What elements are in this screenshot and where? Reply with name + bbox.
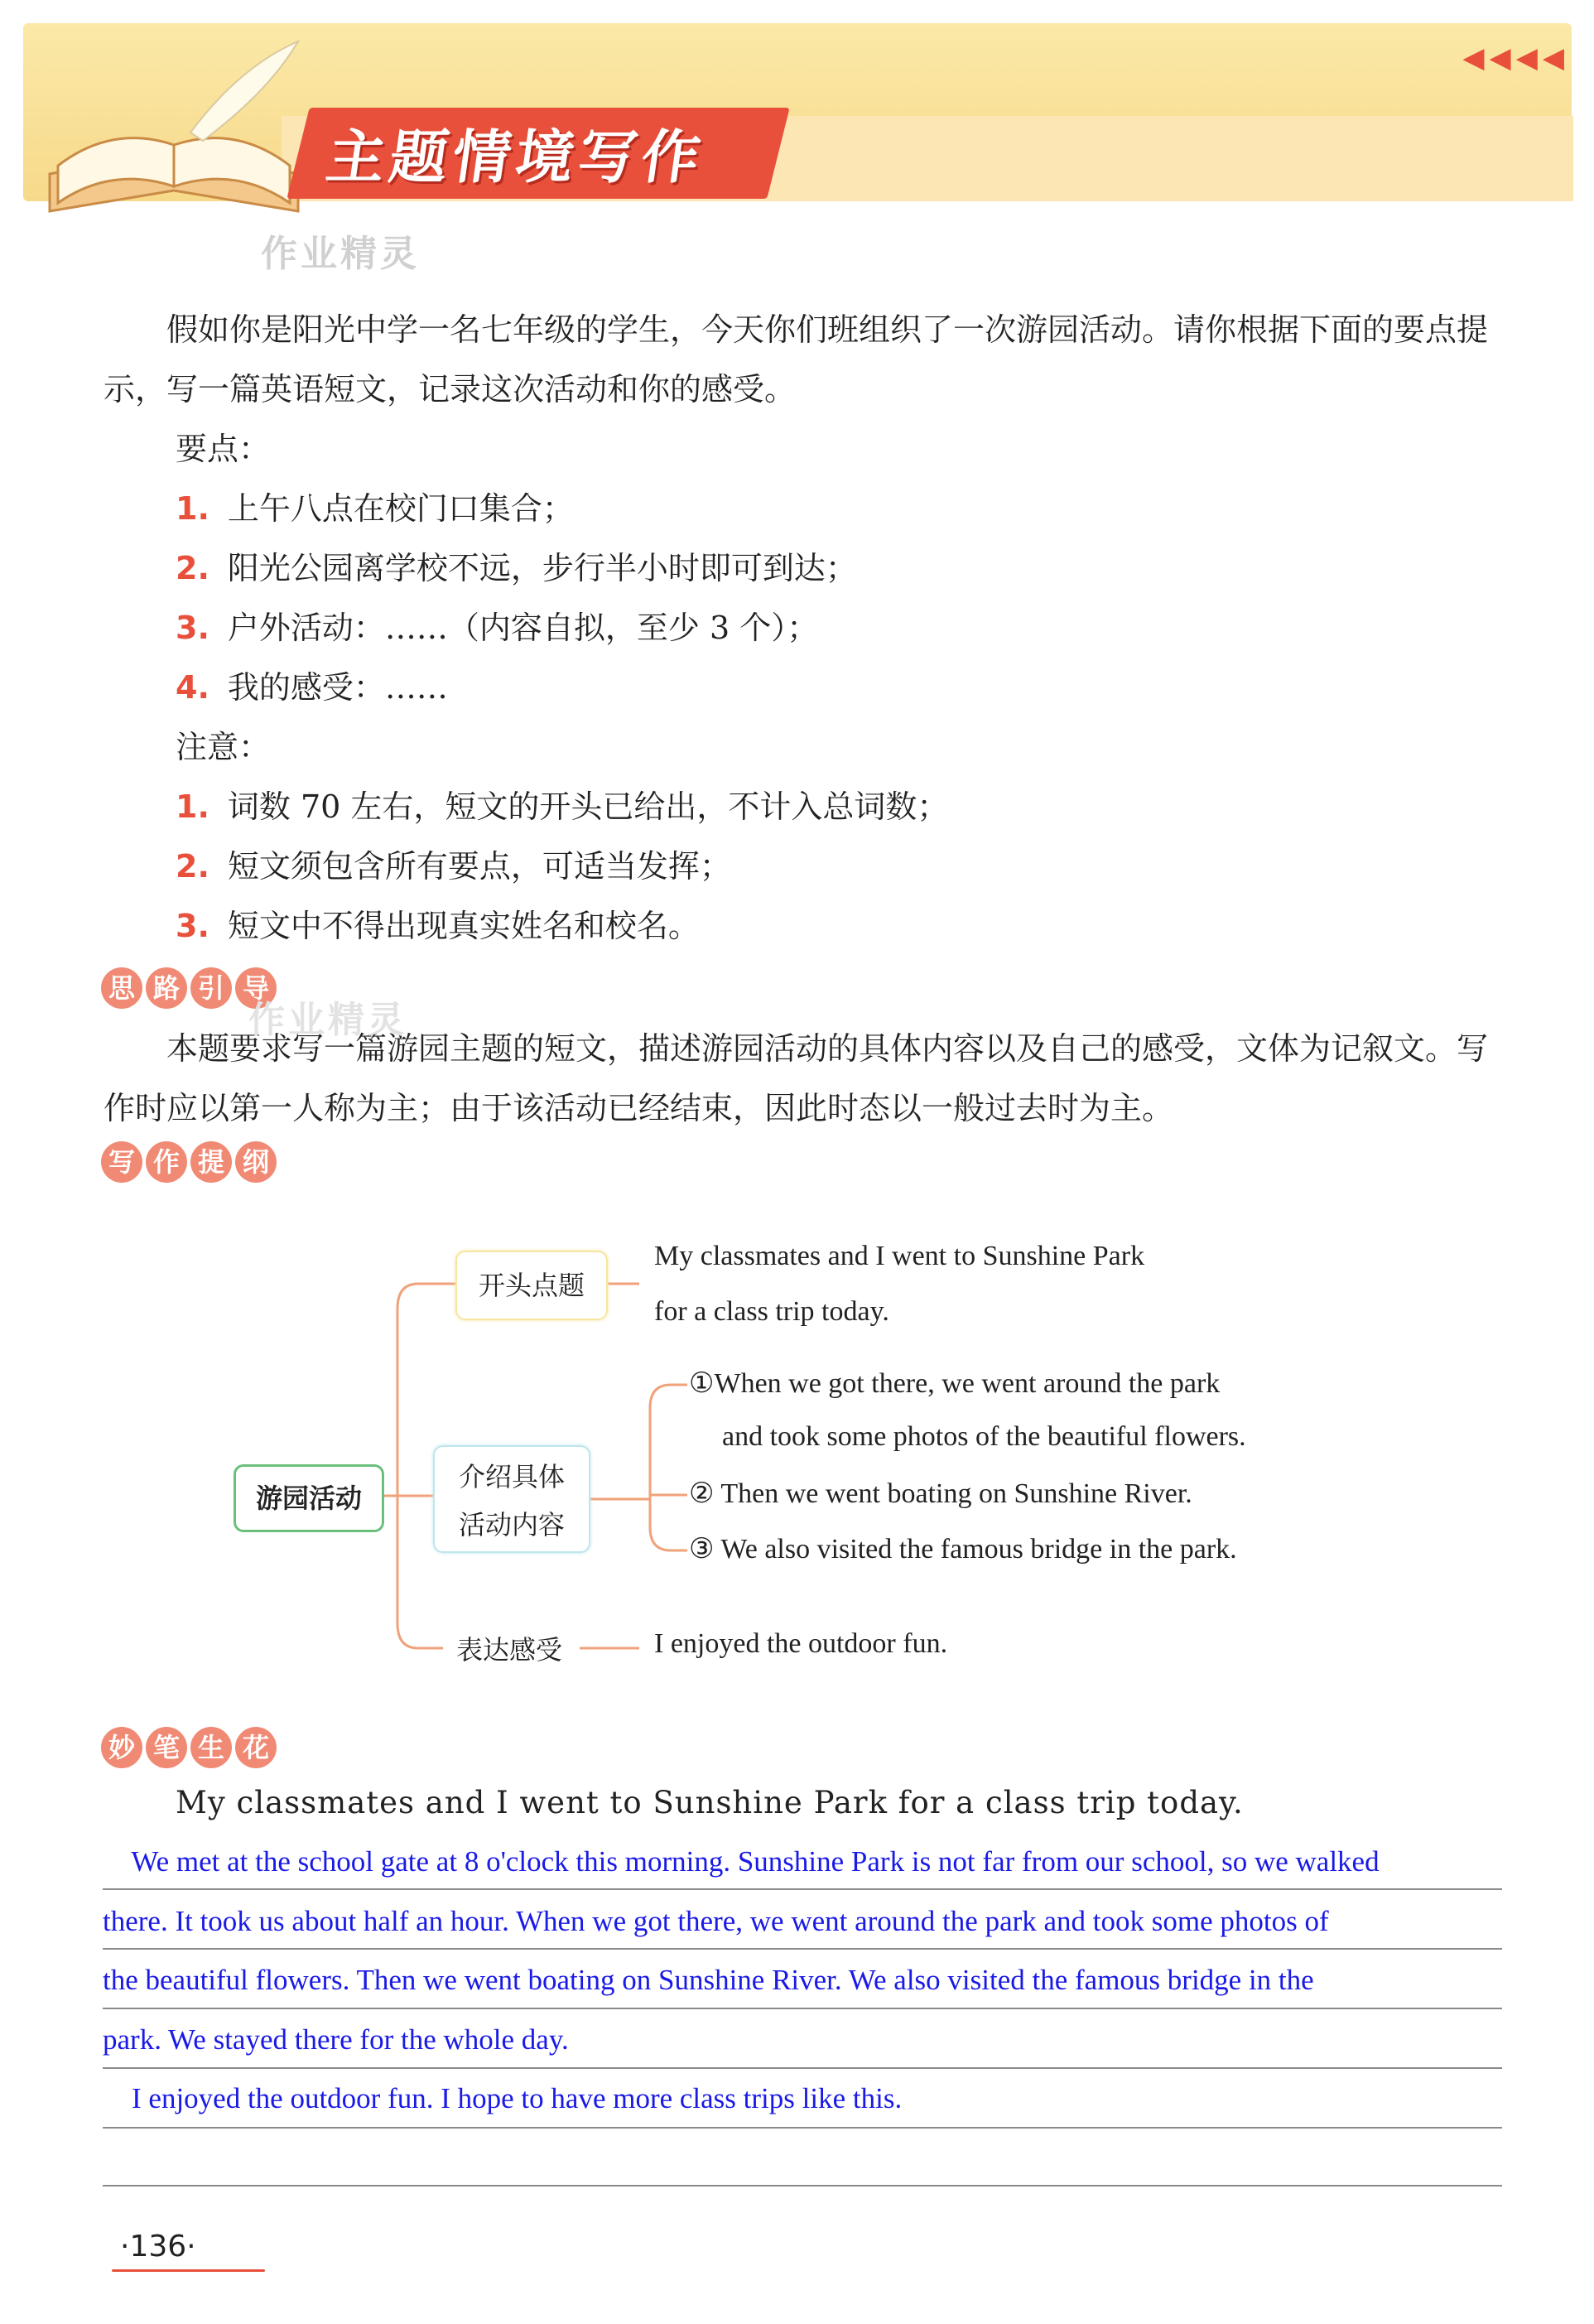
- writing-rule: [103, 2067, 1502, 2069]
- list-item: [176, 777, 948, 837]
- watermark: 作业精灵: [261, 233, 420, 275]
- page-number-underline: [112, 2269, 265, 2272]
- task-intro: 假如你是阳光中学一名七年级的学生，今天你们班组织了一次游园活动。请你根据下面的要点提示，写一篇英语短文，记录这次活动和你的感受。: [104, 311, 1489, 407]
- mindmap-detail-node: [433, 1445, 590, 1553]
- essay-line: park. We stayed there for the whole day.: [103, 2023, 569, 2056]
- list-text: 户外活动：……（内容自拟，至少 3 个）；: [227, 610, 819, 646]
- detail-text: ①When we got there, we went around the park: [689, 1368, 1221, 1399]
- tag-char: 思: [101, 967, 142, 1009]
- essay-opening: My classmates and I went to Sunshine Park for a class trip today.: [176, 1785, 1244, 1820]
- section-tag-outline: [101, 1141, 277, 1183]
- list-item: [176, 658, 448, 717]
- list-text: 短文须包含所有要点，可适当发挥；: [227, 848, 731, 885]
- writing-rule: [103, 2185, 1502, 2187]
- writing-rule: [103, 1948, 1502, 1950]
- section-tag-essay: [101, 1727, 277, 1768]
- list-number: 2.: [176, 550, 209, 586]
- essay-line: I enjoyed the outdoor fun. I hope to have more class trips like this.: [103, 2082, 903, 2114]
- essay-line: We met at the school gate at 8 o'clock this morning. Sunshine Park is not far from our school, so we walked: [103, 1845, 1380, 1878]
- tag-char: 写: [101, 1141, 142, 1183]
- detail-text: and took some photos of the beautiful flowers.: [722, 1421, 1246, 1452]
- tag-char: 笔: [146, 1727, 187, 1768]
- essay-line: there. It took us about half an hour. When we got there, we went around the park and took some photos of: [103, 1905, 1329, 1937]
- list-number: 1.: [176, 490, 209, 527]
- tag-char: 纲: [235, 1141, 277, 1183]
- list-text: 短文中不得出现真实姓名和校名。: [227, 908, 700, 944]
- list-item: [176, 837, 731, 896]
- list-text: 上午八点在校门口集合；: [227, 490, 574, 527]
- tag-char: 作: [146, 1141, 187, 1183]
- writing-rule: [103, 1888, 1502, 1890]
- notes-label: 注意：: [176, 729, 271, 765]
- mindmap-root-node: 游园活动: [234, 1464, 384, 1532]
- list-item: [176, 479, 574, 538]
- list-item: [176, 598, 818, 658]
- list-item: [176, 538, 857, 598]
- points-label: 要点：: [176, 431, 271, 467]
- list-text: 我的感受：……: [227, 669, 448, 706]
- tag-char: 生: [190, 1727, 232, 1768]
- opening-text: My classmates and I went to Sunshine Park: [654, 1241, 1145, 1271]
- mindmap-feeling-node: 表达感受: [443, 1625, 575, 1675]
- tag-char: 引: [190, 967, 232, 1009]
- list-number: 3.: [176, 610, 209, 646]
- list-number: 1.: [176, 788, 209, 825]
- open-book-icon: [33, 33, 315, 248]
- detail-text: ② Then we went boating on Sunshine River.: [689, 1478, 1192, 1509]
- tag-char: 花: [235, 1727, 277, 1768]
- feeling-text: I enjoyed the outdoor fun.: [654, 1628, 948, 1659]
- list-number: 3.: [176, 908, 209, 944]
- page-title: 主题情境写作: [322, 123, 710, 191]
- writing-rule: [103, 2008, 1502, 2009]
- essay-line: the beautiful flowers. Then we went boating on Sunshine River. We also visited the famous bridge in the: [103, 1964, 1314, 1996]
- detail-node-line: 介绍具体: [458, 1461, 565, 1492]
- opening-text: for a class trip today.: [654, 1296, 889, 1327]
- page-number: ·136·: [120, 2230, 196, 2264]
- list-item: [176, 896, 700, 956]
- list-text: 词数 70 左右，短文的开头已给出，不计入总词数；: [227, 788, 949, 825]
- tag-char: 路: [146, 967, 187, 1009]
- arrows-decoration: ◀◀◀◀: [1462, 41, 1569, 75]
- list-text: 阳光公园离学校不远，步行半小时即可到达；: [227, 550, 857, 586]
- detail-text: ③ We also visited the famous bridge in the park.: [689, 1534, 1237, 1565]
- writing-rule: [103, 2127, 1502, 2129]
- tag-char: 妙: [101, 1727, 142, 1768]
- guide-text: 本题要求写一篇游园主题的短文，描述游园活动的具体内容以及自己的感受，文体为记叙文。写作时应以第一人称为主；由于该活动已经结束，因此时态以一般过去时为主。: [104, 1030, 1489, 1126]
- list-number: 4.: [176, 669, 209, 706]
- mindmap-opening-node: 开头点题: [455, 1251, 608, 1320]
- tag-char: 提: [190, 1141, 232, 1183]
- tag-char: 导: [235, 967, 277, 1009]
- detail-node-line: 活动内容: [458, 1509, 565, 1540]
- watermark: 作业精灵: [248, 999, 407, 1041]
- list-number: 2.: [176, 848, 209, 885]
